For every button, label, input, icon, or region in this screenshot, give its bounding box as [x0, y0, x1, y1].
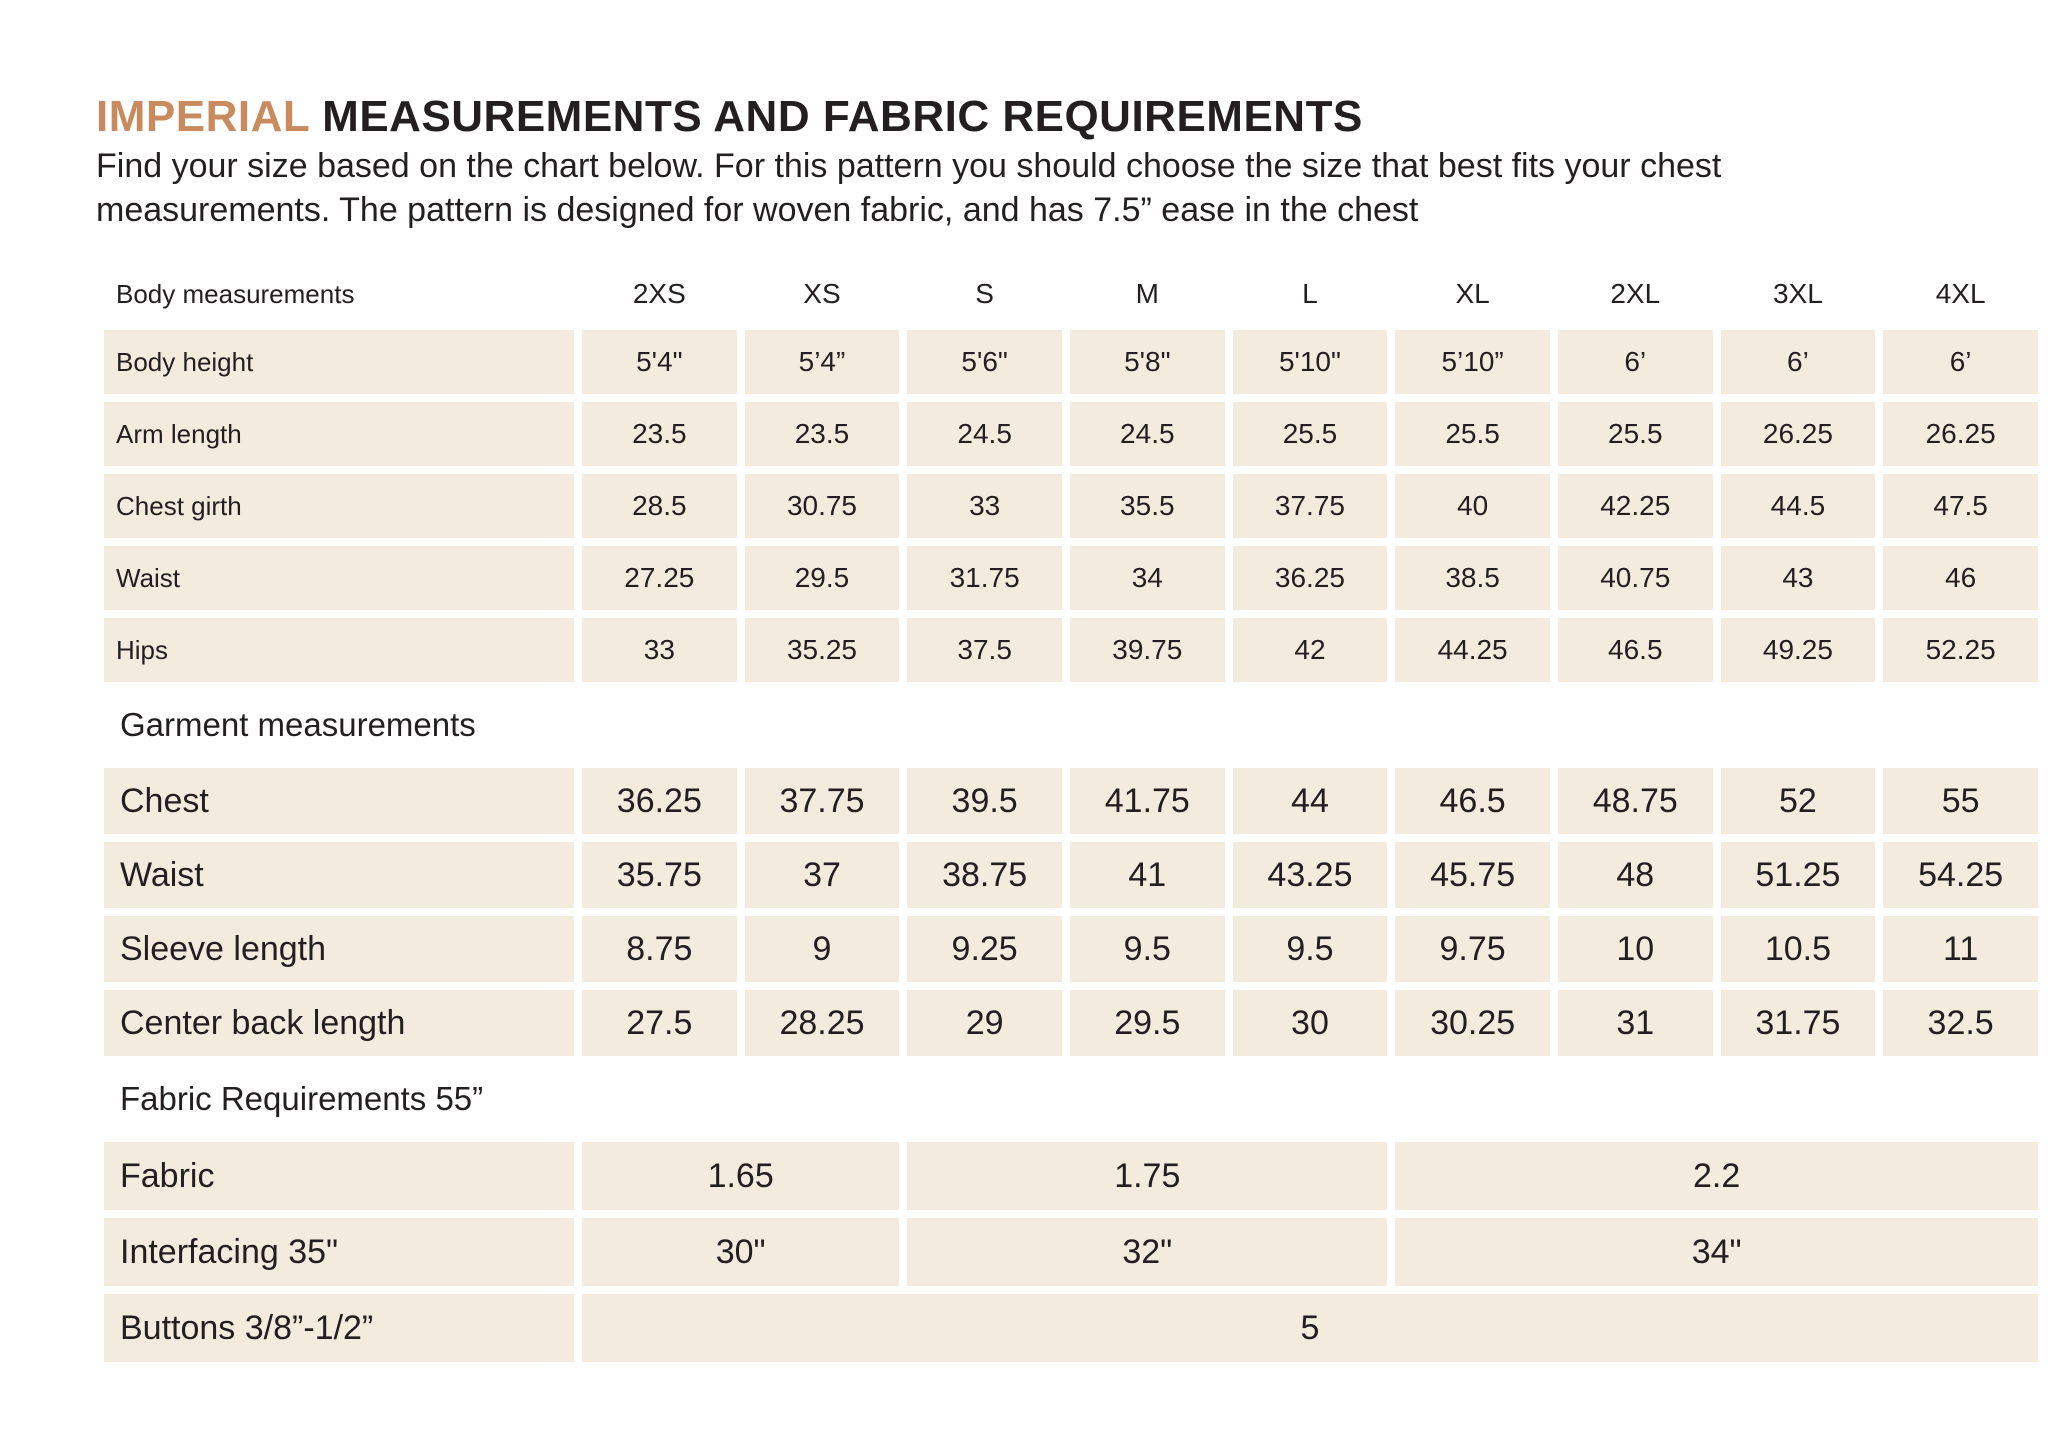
table-cell: 43.25	[1233, 842, 1388, 908]
size-header-xs: XS	[803, 278, 841, 309]
row-label: Arm length	[104, 402, 574, 466]
table-cell: 24.5	[1070, 402, 1225, 466]
table-cell: 5’4”	[745, 330, 900, 394]
fabric-row-buttons	[104, 1294, 2038, 1362]
size-header-2xs: 2XS	[632, 278, 686, 309]
table-cell: 35.5	[1070, 474, 1225, 538]
table-cell: 5'10"	[1233, 330, 1388, 394]
body-row-height	[104, 330, 2038, 394]
garment-row-chest	[104, 768, 2038, 834]
table-cell: 44.5	[1721, 474, 1876, 538]
title-rest: MEASUREMENTS AND FABRIC REQUIREMENTS	[309, 92, 1363, 141]
table-cell: 48	[1558, 842, 1713, 908]
table-cell: 39.75	[1070, 618, 1225, 682]
garment-row-waist	[104, 842, 2038, 908]
table-cell: 29.5	[1070, 990, 1225, 1056]
table-cell: 35.25	[745, 618, 900, 682]
table-cell: 26.25	[1721, 402, 1876, 466]
fabric-section-row	[104, 1064, 2038, 1134]
table-cell: 23.5	[582, 402, 737, 466]
size-header-s: S	[975, 278, 994, 309]
row-label: Center back length	[104, 990, 574, 1056]
table-cell: 31.75	[907, 546, 1062, 610]
table-cell: 25.5	[1395, 402, 1550, 466]
table-cell: 46.5	[1558, 618, 1713, 682]
table-cell: 40.75	[1558, 546, 1713, 610]
table-cell: 1.65	[582, 1142, 899, 1210]
table-cell: 30"	[582, 1218, 899, 1286]
intro-text: Find your size based on the chart below. For this pattern you should choose the size that best fits your chest measurements. The pattern is designed for woven fabric, and has 7.5” ease in the chest	[96, 147, 1722, 229]
table-cell: 8.75	[582, 916, 737, 982]
row-label: Waist	[104, 842, 574, 908]
table-cell: 1.75	[907, 1142, 1387, 1210]
table-cell: 27.25	[582, 546, 737, 610]
row-label: Sleeve length	[104, 916, 574, 982]
table-cell: 54.25	[1883, 842, 2038, 908]
table-cell: 44	[1233, 768, 1388, 834]
size-header-m: M	[1135, 278, 1159, 309]
table-cell: 10.5	[1721, 916, 1876, 982]
table-cell: 5'8"	[1070, 330, 1225, 394]
table-cell: 23.5	[745, 402, 900, 466]
table-cell: 47.5	[1883, 474, 2038, 538]
table-cell: 9.25	[907, 916, 1062, 982]
table-cell: 46.5	[1395, 768, 1550, 834]
table-cell: 28.5	[582, 474, 737, 538]
table-cell: 34	[1070, 546, 1225, 610]
row-label: Body height	[104, 330, 574, 394]
size-header-3xl: 3XL	[1773, 278, 1823, 309]
row-label: Chest girth	[104, 474, 574, 538]
table-cell: 31	[1558, 990, 1713, 1056]
body-measurements-header: Body measurements	[116, 278, 355, 309]
row-label: Fabric	[104, 1142, 574, 1210]
table-cell: 38.5	[1395, 546, 1550, 610]
body-row-arm-length	[104, 402, 2038, 466]
garment-section-row	[104, 690, 2038, 760]
table-cell: 39.5	[907, 768, 1062, 834]
table-cell: 25.5	[1558, 402, 1713, 466]
fabric-row-fabric	[104, 1142, 2038, 1210]
table-cell: 51.25	[1721, 842, 1876, 908]
table-cell: 37	[745, 842, 900, 908]
row-label: Buttons 3/8”-1/2”	[104, 1294, 574, 1362]
table-cell: 42.25	[1558, 474, 1713, 538]
table-cell: 41.75	[1070, 768, 1225, 834]
table-cell: 9	[745, 916, 900, 982]
table-cell: 35.75	[582, 842, 737, 908]
table-cell: 5'4"	[582, 330, 737, 394]
table-cell: 29	[907, 990, 1062, 1056]
table-cell: 24.5	[907, 402, 1062, 466]
table-cell: 38.75	[907, 842, 1062, 908]
body-row-hips	[104, 618, 2038, 682]
table-cell: 49.25	[1721, 618, 1876, 682]
size-header-2xl: 2XL	[1610, 278, 1661, 309]
table-cell: 33	[582, 618, 737, 682]
table-cell: 40	[1395, 474, 1550, 538]
garment-row-sleeve-length	[104, 916, 2038, 982]
table-cell: 37.75	[745, 768, 900, 834]
body-row-waist	[104, 546, 2038, 610]
row-label: Hips	[104, 618, 574, 682]
table-cell: 37.75	[1233, 474, 1388, 538]
table-cell: 6’	[1558, 330, 1713, 394]
table-cell: 32.5	[1883, 990, 2038, 1056]
table-cell: 34"	[1395, 1218, 2038, 1286]
table-cell: 10	[1558, 916, 1713, 982]
table-cell: 5'6"	[907, 330, 1062, 394]
table-cell: 28.25	[745, 990, 900, 1056]
table-cell: 48.75	[1558, 768, 1713, 834]
table-cell: 11	[1883, 916, 2038, 982]
garment-measurements-header: Garment measurements	[120, 706, 476, 743]
table-cell: 32"	[907, 1218, 1387, 1286]
fabric-row-interfacing	[104, 1218, 2038, 1286]
table-cell: 42	[1233, 618, 1388, 682]
table-cell: 30	[1233, 990, 1388, 1056]
size-header-4xl: 4XL	[1935, 278, 1986, 309]
table-cell: 55	[1883, 768, 2038, 834]
garment-row-center-back-length	[104, 990, 2038, 1056]
table-cell: 5	[582, 1294, 2038, 1362]
table-cell: 33	[907, 474, 1062, 538]
size-header-xl: XL	[1455, 278, 1490, 309]
table-cell: 2.2	[1395, 1142, 2038, 1210]
table-cell: 26.25	[1883, 402, 2038, 466]
table-cell: 25.5	[1233, 402, 1388, 466]
row-label: Chest	[104, 768, 574, 834]
fabric-requirements-header: Fabric Requirements 55”	[120, 1080, 484, 1117]
table-cell: 31.75	[1721, 990, 1876, 1056]
table-cell: 30.75	[745, 474, 900, 538]
table-cell: 46	[1883, 546, 2038, 610]
table-cell: 6’	[1721, 330, 1876, 394]
title-accent: IMPERIAL	[96, 92, 310, 141]
table-cell: 52.25	[1883, 618, 2038, 682]
table-cell: 29.5	[745, 546, 900, 610]
table-cell: 36.25	[582, 768, 737, 834]
row-label: Interfacing 35"	[104, 1218, 574, 1286]
table-cell: 52	[1721, 768, 1876, 834]
table-cell: 30.25	[1395, 990, 1550, 1056]
table-cell: 44.25	[1395, 618, 1550, 682]
table-cell: 6’	[1883, 330, 2038, 394]
row-label: Waist	[104, 546, 574, 610]
table-cell: 37.5	[907, 618, 1062, 682]
table-cell: 43	[1721, 546, 1876, 610]
size-header-row	[104, 266, 2038, 322]
size-table	[96, 258, 2046, 1370]
table-cell: 9.5	[1070, 916, 1225, 982]
table-cell: 45.75	[1395, 842, 1550, 908]
body-row-chest-girth	[104, 474, 2038, 538]
size-header-l: L	[1302, 278, 1318, 309]
table-cell: 9.75	[1395, 916, 1550, 982]
table-cell: 36.25	[1233, 546, 1388, 610]
table-cell: 41	[1070, 842, 1225, 908]
table-cell: 9.5	[1233, 916, 1388, 982]
table-cell: 27.5	[582, 990, 737, 1056]
table-cell: 5’10”	[1395, 330, 1550, 394]
page-title	[96, 92, 1363, 142]
